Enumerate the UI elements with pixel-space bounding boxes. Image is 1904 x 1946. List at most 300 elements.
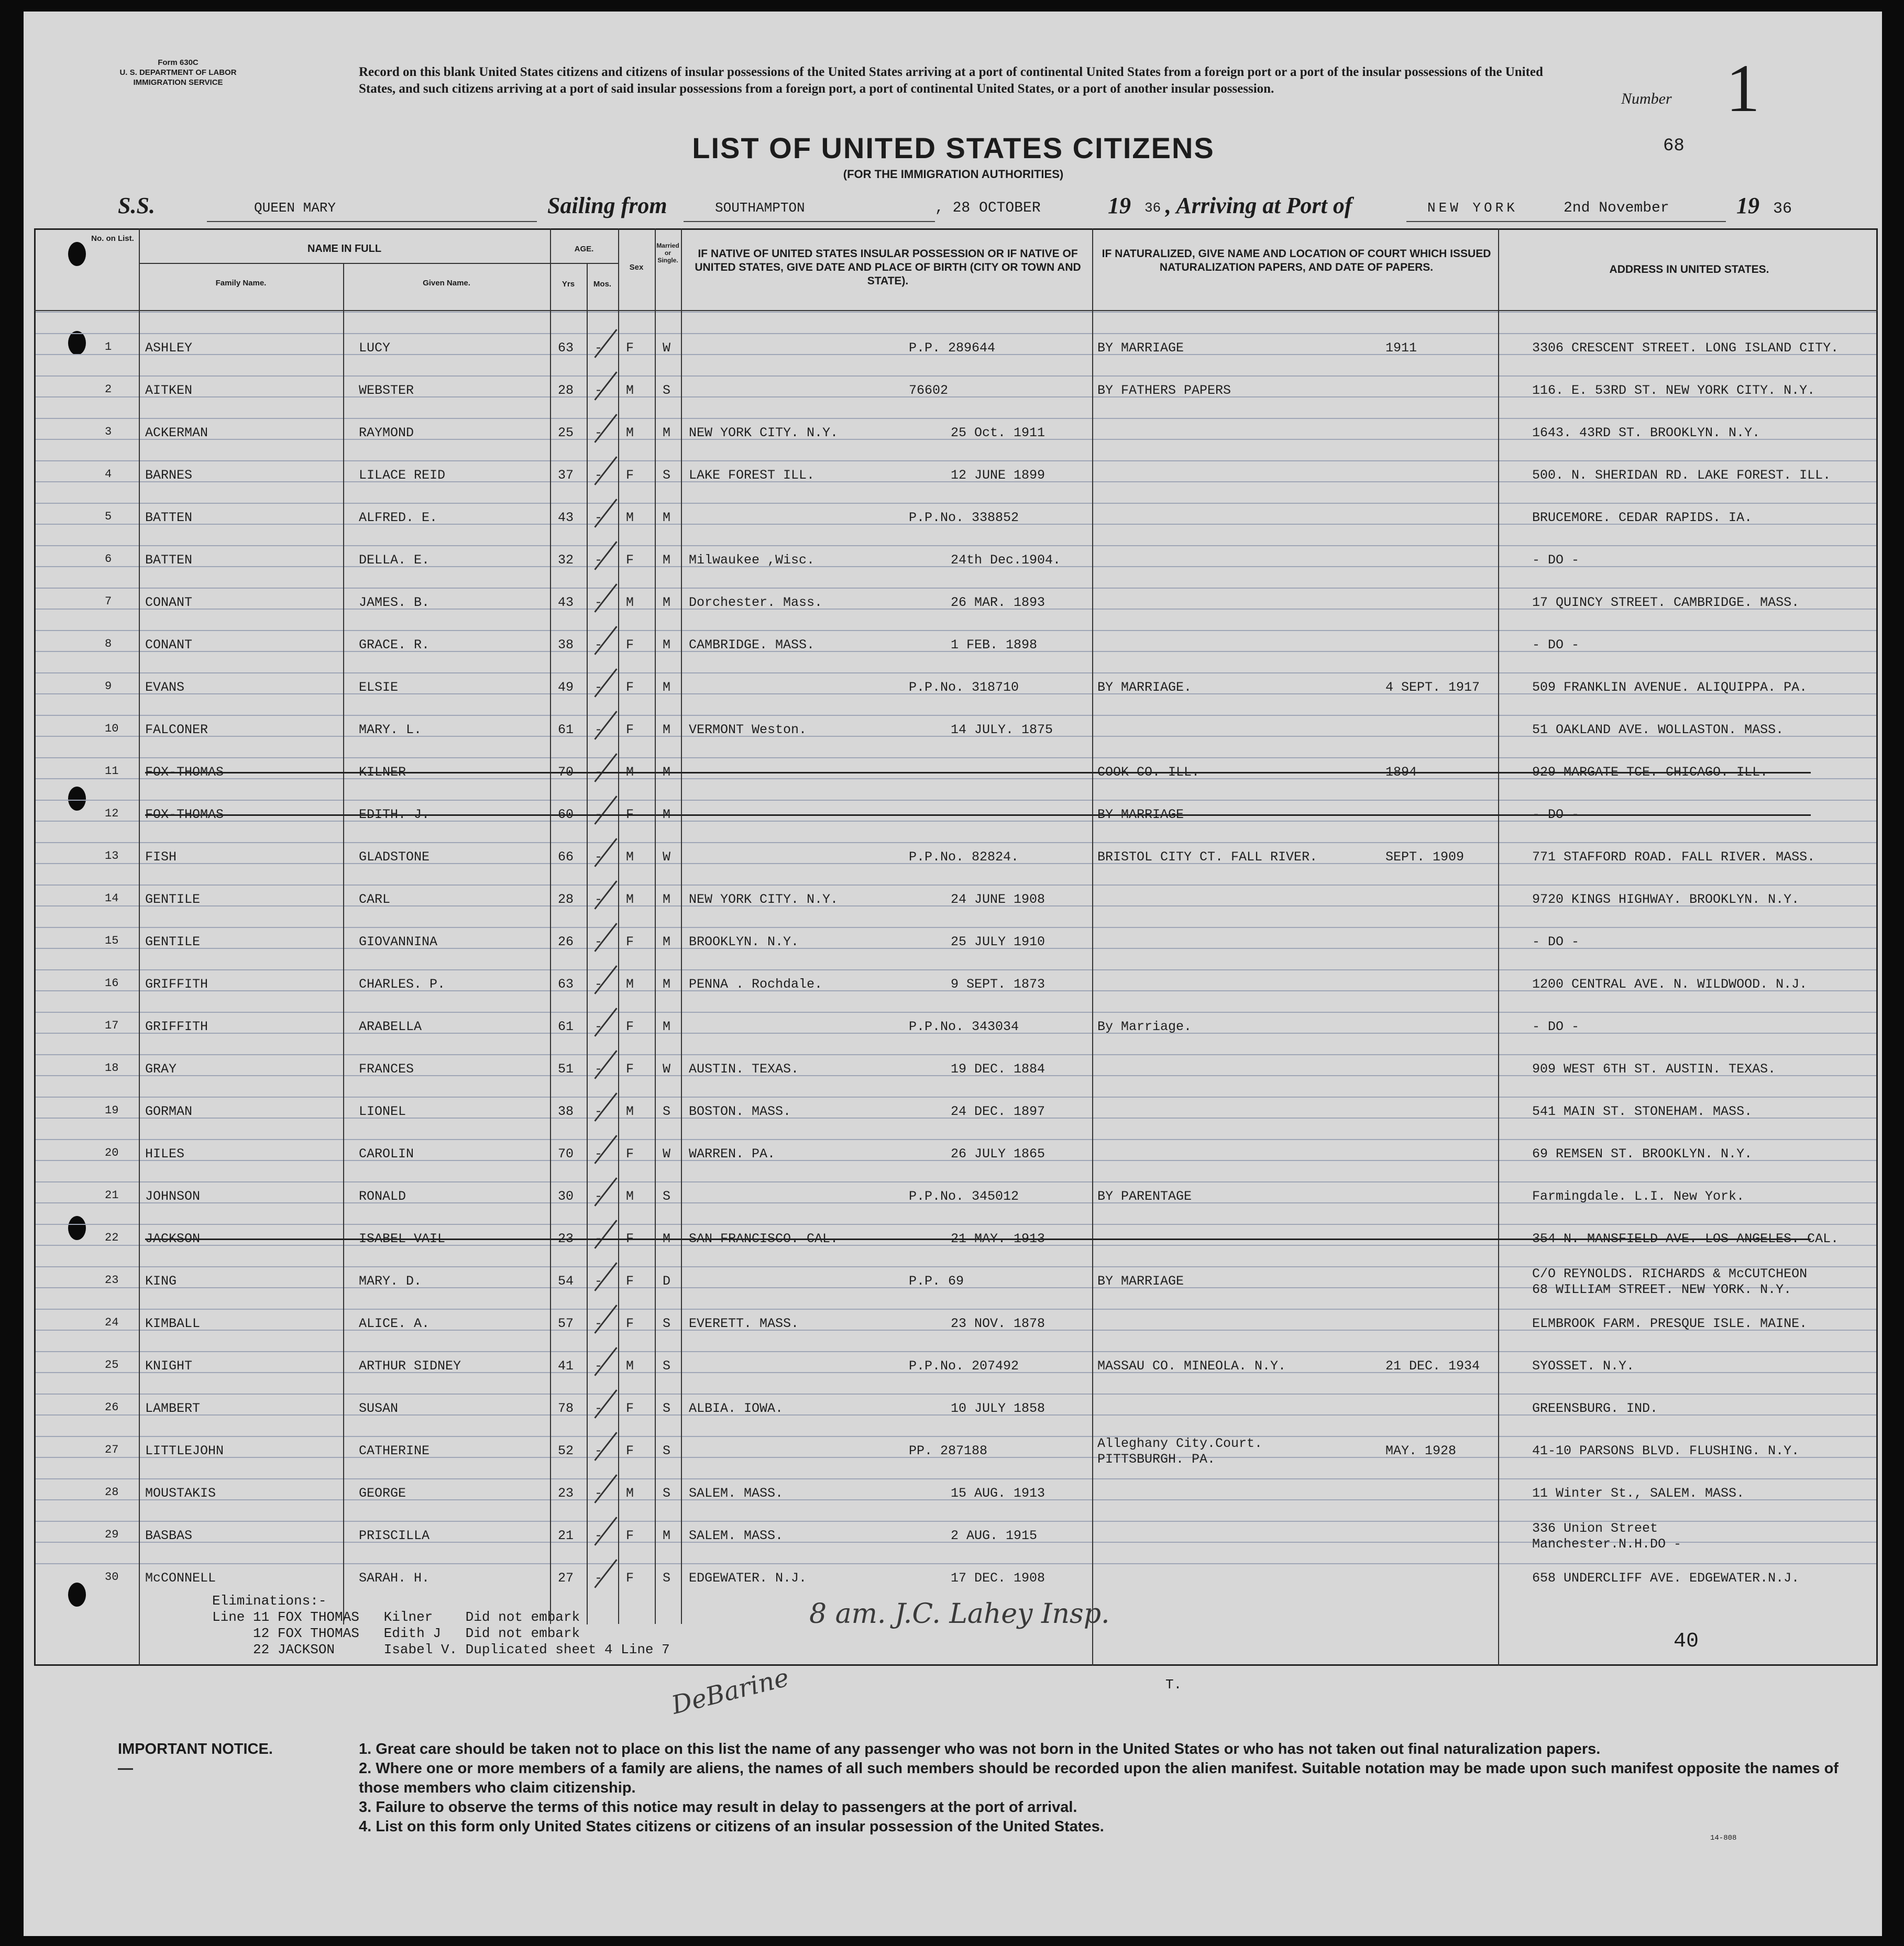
ss-label: S.S. [118,193,155,218]
row-number: 8 [105,637,112,650]
sex: F [626,552,634,568]
age-years: 37 [558,468,574,483]
age-months: - [595,1146,603,1162]
sex: M [626,1189,634,1204]
age-years: 78 [558,1401,574,1416]
age-years: 60 [558,807,574,822]
address: 541 MAIN ST. STONEHAM. MASS. [1532,1104,1753,1119]
header-given: Given Name. [423,279,470,288]
age-months: - [595,340,603,356]
marital-status: S [663,1571,671,1586]
birth-date: 24 JUNE 1908 [951,892,1045,907]
age-years: 43 [558,510,574,525]
age-years: 52 [558,1443,574,1458]
address: 116. E. 53RD ST. NEW YORK CITY. N.Y. [1532,383,1815,398]
marital-status: S [663,1316,671,1331]
strike-through-line [145,1239,1811,1240]
sex: M [626,510,634,525]
row-number: 19 [105,1104,119,1117]
from-port: SOUTHAMPTON [715,200,805,216]
row-number: 13 [105,849,119,863]
birth-date: 26 MAR. 1893 [951,595,1045,610]
family-name: GORMAN [145,1104,193,1119]
marital-status: W [663,849,671,865]
header-married: Married or Single. [656,242,679,264]
number-value: 1 [1726,51,1760,126]
age-years: 21 [558,1528,574,1543]
given-name: DELLA. E. [359,552,430,568]
address: ELMBROOK FARM. PRESQUE ISLE. MAINE. [1532,1316,1808,1331]
row-number: 22 [105,1231,119,1244]
family-name: AITKEN [145,383,193,398]
address: BRUCEMORE. CEDAR RAPIDS. IA. [1532,510,1753,525]
naturalization-date: MAY. 1928 [1385,1443,1457,1458]
given-name: ALFRED. E. [359,510,438,525]
family-name: FALCONER [145,722,208,737]
page-number: 68 [1663,136,1685,156]
given-name: RAYMOND [359,425,414,440]
age-years: 70 [558,1146,574,1162]
age-months: - [595,1443,603,1458]
address: 11 Winter St., SALEM. MASS. [1532,1486,1745,1501]
marital-status: S [663,1189,671,1204]
passport-number: PP. 287188 [909,1443,988,1458]
marital-status: S [663,468,671,483]
header-address: ADDRESS IN UNITED STATES. [1609,263,1769,275]
address: 9720 KINGS HIGHWAY. BROOKLYN. N.Y. [1532,892,1800,907]
birth-place: SALEM. MASS. [689,1528,784,1543]
strike-through-line [145,814,1811,816]
year-2: 36 [1773,200,1792,218]
marital-status: M [663,510,671,525]
given-name: GRACE. R. [359,637,430,653]
manifest-sheet [24,12,1882,1936]
age-months: - [595,1274,603,1289]
marital-status: M [663,977,671,992]
given-name: RONALD [359,1189,406,1204]
address-line-2: Manchester.N.H.DO - [1532,1536,1682,1552]
marital-status: M [663,552,671,568]
family-name: FOX-THOMAS [145,765,224,780]
sex: F [626,722,634,737]
address: Farmingdale. L.I. New York. [1532,1189,1745,1204]
page-title: LIST OF UNITED STATES CITIZENS [692,131,1215,164]
row-number: 28 [105,1486,119,1499]
age-years: 61 [558,1019,574,1034]
age-months: - [595,1528,603,1543]
age-years: 41 [558,1358,574,1374]
age-years: 30 [558,1189,574,1204]
row-number: 7 [105,595,112,608]
row-number: 17 [105,1019,119,1032]
given-name: MARY. D. [359,1274,422,1289]
age-years: 38 [558,637,574,653]
passport-number: P.P.No. 338852 [909,510,1019,525]
age-months: - [595,680,603,695]
address: 1200 CENTRAL AVE. N. WILDWOOD. N.J. [1532,977,1808,992]
age-years: 23 [558,1486,574,1501]
birth-place: PENNA . Rochdale. [689,977,823,992]
birth-date: 17 DEC. 1908 [951,1571,1045,1586]
age-months: - [595,934,603,949]
age-months: - [595,1062,603,1077]
age-years: 27 [558,1571,574,1586]
family-name: BATTEN [145,552,193,568]
address: - DO - [1532,552,1580,568]
marital-status: S [663,1443,671,1458]
age-years: 43 [558,595,574,610]
age-years: 70 [558,765,574,780]
from-date: , 28 OCTOBER [935,200,1041,216]
naturalization-date: 4 SEPT. 1917 [1385,680,1480,695]
sex: F [626,1019,634,1034]
family-name: GENTILE [145,892,201,907]
age-months: - [595,468,603,483]
birth-place: Milwaukee ,Wisc. [689,552,815,568]
age-years: 25 [558,425,574,440]
naturalization-court: BY MARRIAGE [1097,340,1184,356]
number-label: Number [1621,90,1672,107]
birth-date: 19 DEC. 1884 [951,1062,1045,1077]
given-name: LILACE REID [359,468,446,483]
family-name: JOHNSON [145,1189,201,1204]
sex: F [626,934,634,949]
age-years: 61 [558,722,574,737]
birth-place: AUSTIN. TEXAS. [689,1062,799,1077]
given-name: CATHERINE [359,1443,430,1458]
family-name: GENTILE [145,934,201,949]
sailing-from-label: Sailing from [547,193,667,218]
sex: M [626,1358,634,1374]
birth-date: 15 AUG. 1913 [951,1486,1045,1501]
passport-number: P.P.No. 207492 [909,1358,1019,1374]
header-sex: Sex [629,263,644,272]
row-number: 5 [105,510,112,523]
naturalization-court: By Marriage. [1097,1019,1192,1034]
sex: F [626,680,634,695]
row-number: 23 [105,1274,119,1287]
marital-status: M [663,637,671,653]
row-number: 3 [105,425,112,438]
given-name: LUCY [359,340,391,356]
family-name: McCONNELL [145,1571,216,1586]
family-name: ASHLEY [145,340,193,356]
address: 500. N. SHERIDAN RD. LAKE FOREST. ILL. [1532,468,1831,483]
birth-place: LAKE FOREST ILL. [689,468,815,483]
page-subtitle: (FOR THE IMMIGRATION AUTHORITIES) [843,168,1064,181]
birth-place: NEW YORK CITY. N.Y. [689,425,839,440]
age-years: 63 [558,977,574,992]
sex: F [626,1528,634,1543]
naturalization-court: MASSAU CO. MINEOLA. N.Y. [1097,1358,1286,1374]
birth-place: VERMONT Weston. [689,722,807,737]
age-months: - [595,849,603,865]
age-years: 28 [558,892,574,907]
given-name: LIONEL [359,1104,406,1119]
form-id: Form 630C U. S. DEPARTMENT OF LABOR IMMIGRATION SERVICE [119,58,237,87]
passport-number: P.P.No. 343034 [909,1019,1019,1034]
birth-place: SAN FRANCISCO. CAL. [689,1231,839,1246]
sex: F [626,1571,634,1586]
inspector-signature: 8 am. J.C. Lahey Insp. [809,1598,1110,1630]
age-years: 54 [558,1274,574,1289]
age-years: 28 [558,383,574,398]
row-number: 25 [105,1358,119,1372]
given-name: GEORGE [359,1486,406,1501]
age-months: - [595,807,603,822]
header-naturalized: IF NATURALIZED, GIVE NAME AND LOCATION OF COURT WHICH ISSUED NATURALIZATION PAPERS, AND DATE OF PAPERS. [1102,248,1491,273]
address: C/O REYNOLDS. RICHARDS & McCUTCHEON [1532,1266,1808,1281]
sex: M [626,765,634,780]
sex: M [626,892,634,907]
marital-status: S [663,383,671,398]
age-years: 38 [558,1104,574,1119]
age-months: - [595,1189,603,1204]
age-years: 26 [558,934,574,949]
age-months: - [595,383,603,398]
birth-date: 23 NOV. 1878 [951,1316,1045,1331]
given-name: ARTHUR SIDNEY [359,1358,461,1374]
row-number: 26 [105,1401,119,1414]
sex: M [626,425,634,440]
age-years: 51 [558,1062,574,1077]
family-name: LAMBERT [145,1401,201,1416]
row-number: 12 [105,807,119,820]
family-name: CONANT [145,595,193,610]
address: 354 N. MANSFIELD AVE. LOS ANGELES. CAL. [1532,1231,1839,1246]
address: 336 Union Street [1532,1521,1658,1536]
family-name: LITTLEJOHN [145,1443,224,1458]
marital-status: S [663,1401,671,1416]
year-prefix-1: 19 [1108,193,1131,218]
age-months: - [595,1019,603,1034]
given-name: EDITH. J. [359,807,430,822]
birth-place: BOSTON. MASS. [689,1104,791,1119]
family-name: BATTEN [145,510,193,525]
birth-date: 25 Oct. 1911 [951,425,1045,440]
birth-place: WARREN. PA. [689,1146,776,1162]
birth-place: NEW YORK CITY. N.Y. [689,892,839,907]
naturalization-court: BY MARRIAGE. [1097,680,1192,695]
marital-status: S [663,1358,671,1374]
age-years: 66 [558,849,574,865]
row-number: 24 [105,1316,119,1329]
row-number: 20 [105,1146,119,1159]
sex: M [626,977,634,992]
marital-status: M [663,425,671,440]
marital-status: M [663,722,671,737]
given-name: FRANCES [359,1062,414,1077]
given-name: CHARLES. P. [359,977,446,992]
notice-label: IMPORTANT NOTICE.— [118,1741,273,1777]
marital-status: M [663,807,671,822]
given-name: SUSAN [359,1401,399,1416]
sex: F [626,468,634,483]
birth-place: CAMBRIDGE. MASS. [689,637,815,653]
sex: F [626,1231,634,1246]
family-name: KNIGHT [145,1358,193,1374]
marital-status: M [663,892,671,907]
address: SYOSSET. N.Y. [1532,1358,1635,1374]
address: 17 QUINCY STREET. CAMBRIDGE. MASS. [1532,595,1800,610]
given-name: ELSIE [359,680,399,695]
address: 51 OAKLAND AVE. WOLLASTON. MASS. [1532,722,1784,737]
marital-status: W [663,1062,671,1077]
age-months: - [595,552,603,568]
eliminations-header: Eliminations:- [212,1593,327,1609]
header-name-in-full: NAME IN FULL [307,243,382,255]
family-name: JACKSON [145,1231,201,1246]
age-years: 63 [558,340,574,356]
to-date: 2nd November [1564,200,1669,216]
marital-status: M [663,1231,671,1246]
marital-status: S [663,1104,671,1119]
naturalization-date: 21 DEC. 1934 [1385,1358,1480,1374]
to-port: NEW YORK [1427,200,1518,216]
address: - DO - [1532,807,1580,822]
marital-status: M [663,1019,671,1034]
eliminations [212,1593,670,1658]
marital-status: M [663,595,671,610]
age-years: 49 [558,680,574,695]
age-months: - [595,595,603,610]
birth-date: 1 FEB. 1898 [951,637,1038,653]
given-name: SARAH. H. [359,1571,430,1586]
naturalization-date: 1911 [1385,340,1417,356]
sex: M [626,383,634,398]
address: 3306 CRESCENT STREET. LONG ISLAND CITY. [1532,340,1839,356]
birth-place: Dorchester. Mass. [689,595,823,610]
year-1: 36 [1144,200,1161,216]
age-months: - [595,1486,603,1501]
address: GREENSBURG. IND. [1532,1401,1658,1416]
intro-text: Record on this blank United States citizens and citizens of insular possessions of the United States arriving at a port of continental United States from a foreign port or a port of the insular possessions of the United States, and such citizens arriving at a port of said insular possessions from a foreign port, a port of continental United States, or a port of another insular possession. [359,65,1543,96]
header-native: IF NATIVE OF UNITED STATES INSULAR POSSESSION OR IF NATIVE OF UNITED STATES, GIVE DATE AND PLACE OF BIRTH (CITY OR TOWN AND STATE). [695,248,1081,287]
passport-number: P.P. 289644 [909,340,996,356]
header-mos: Mos. [593,280,612,289]
sex: F [626,637,634,653]
family-name: EVANS [145,680,185,695]
naturalization-court: BY MARRIAGE [1097,807,1184,822]
age-years: 32 [558,552,574,568]
age-months: - [595,1231,603,1246]
row-number: 15 [105,934,119,947]
row-number: 27 [105,1443,119,1456]
family-name: FOX-THOMAS [145,807,224,822]
row-number: 16 [105,977,119,990]
address: - DO - [1532,1019,1580,1034]
sex: F [626,807,634,822]
sex: M [626,1486,634,1501]
marital-status: M [663,934,671,949]
marital-status: D [663,1274,671,1289]
header-family: Family Name. [215,279,267,288]
ship-name: QUEEN MARY [254,200,336,216]
age-years: 57 [558,1316,574,1331]
sex: F [626,1401,634,1416]
arriving-label: , Arriving at Port of [1165,193,1352,218]
sex: F [626,1146,634,1162]
notice-item: 2. Where one or more members of a family are aliens, the names of all such members should be recorded upon the alien manifest. Suitable notation may be made upon such manifest opposite the names of those members who claim citizenship. [359,1760,1839,1796]
age-months: - [595,1316,603,1331]
row-number: 14 [105,892,119,905]
given-name: WEBSTER [359,383,414,398]
header-age: AGE. [574,245,594,253]
given-name: ISABEL VAIL [359,1231,446,1246]
naturalization-court: BRISTOL CITY CT. FALL RIVER. [1097,849,1318,865]
birth-date: 21 MAY. 1913 [951,1231,1045,1246]
age-months: - [595,637,603,653]
naturalization-date: 1894 [1385,765,1417,780]
sex: F [626,1316,634,1331]
header-yrs: Yrs [562,280,575,289]
given-name: KILNER [359,765,406,780]
family-name: GRIFFITH [145,1019,208,1034]
t-mark: T. [1165,1677,1182,1693]
row-number: 29 [105,1528,119,1541]
family-name: KING [145,1274,177,1289]
given-name: CARL [359,892,391,907]
given-name: PRISCILLA [359,1528,430,1543]
family-name: CONANT [145,637,193,653]
given-name: GLADSTONE [359,849,430,865]
notice-item: 3. Failure to observe the terms of this notice may result in delay to passengers at the port of arrival. [359,1799,1077,1816]
elimination-line: 12 FOX THOMAS Edith J Did not embark [212,1626,580,1641]
address: - DO - [1532,637,1580,653]
year-prefix-2: 19 [1736,193,1759,218]
age-months: - [595,1401,603,1416]
margin-number: 40 [1674,1630,1699,1653]
birth-date: 10 JULY 1858 [951,1401,1045,1416]
birth-place: EDGEWATER. N.J. [689,1571,807,1586]
elimination-line: Line 11 FOX THOMAS Kilner Did not embark [212,1609,580,1625]
naturalization-court: COOK CO. ILL. [1097,765,1200,780]
row-number: 21 [105,1189,119,1202]
sex: M [626,1104,634,1119]
marital-status: W [663,340,671,356]
address: 771 STAFFORD ROAD. FALL RIVER. MASS. [1532,849,1815,865]
passport-number: 76602 [909,383,949,398]
row-number: 18 [105,1062,119,1075]
address: 41-10 PARSONS BLVD. FLUSHING. N.Y. [1532,1443,1800,1458]
birth-date: 14 JULY. 1875 [951,722,1053,737]
birth-place: SALEM. MASS. [689,1486,784,1501]
naturalization-court: BY FATHERS PAPERS [1097,383,1231,398]
birth-place: BROOKLYN. N.Y. [689,934,799,949]
row-number: 9 [105,680,112,693]
naturalization-court: Alleghany City.Court. [1097,1436,1263,1451]
strike-through-line [145,772,1811,773]
marital-status: M [663,1528,671,1543]
marital-status: M [663,680,671,695]
sex: M [626,849,634,865]
naturalization-date: SEPT. 1909 [1385,849,1465,865]
notice-item: 4. List on this form only United States citizens or citizens of an insular possession of the United States. [359,1818,1104,1835]
sex: F [626,340,634,356]
age-months: - [595,892,603,907]
birth-date: 25 JULY 1910 [951,934,1045,949]
given-name: JAMES. B. [359,595,430,610]
given-name: GIOVANNINA [359,934,438,949]
marital-status: S [663,1486,671,1501]
passport-number: P.P. 69 [909,1274,964,1289]
age-months: - [595,722,603,737]
birth-date: 24 DEC. 1897 [951,1104,1045,1119]
sex: M [626,595,634,610]
age-years: 23 [558,1231,574,1246]
given-name: MARY. L. [359,722,422,737]
stamp-signature: DeBarine [668,1663,792,1720]
